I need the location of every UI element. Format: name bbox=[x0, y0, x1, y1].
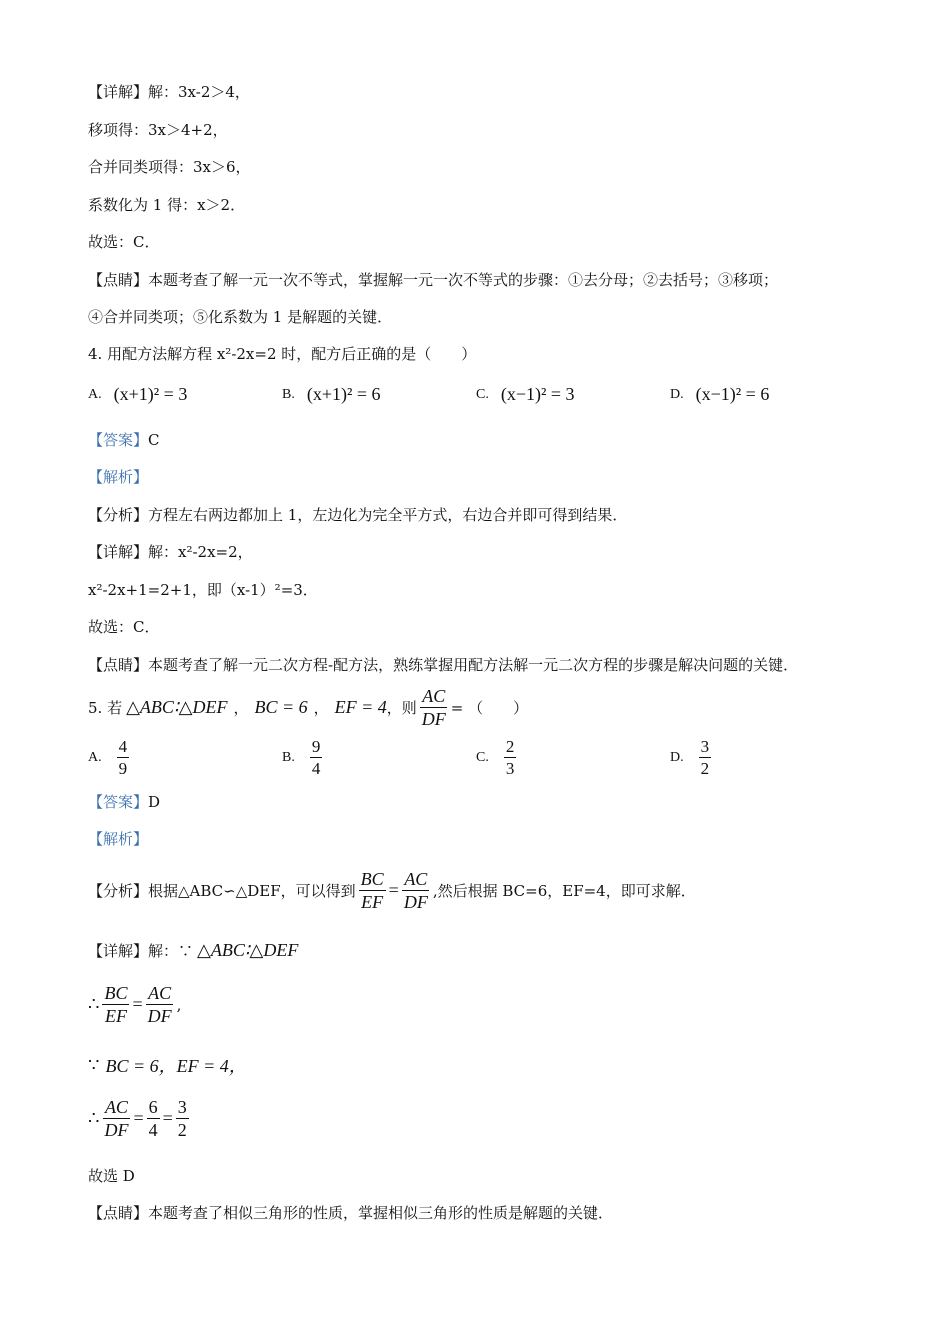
q5-answer-tag: 【答案】 bbox=[88, 793, 149, 811]
q4-detail-line bbox=[88, 542, 253, 562]
q4-option-label: D. bbox=[670, 386, 684, 402]
fraction-denominator: DF bbox=[104, 1120, 129, 1140]
q3-choice: 故选：C． bbox=[88, 233, 160, 251]
fraction-denominator: 2 bbox=[177, 1120, 187, 1140]
fraction-numerator: AC bbox=[104, 1097, 128, 1117]
q4-analysis-tag: 【解析】 bbox=[88, 468, 149, 486]
q5-option-label: A. bbox=[88, 749, 102, 765]
q5-remark-line bbox=[88, 1203, 613, 1223]
q4-choice: 故选：C． bbox=[88, 618, 160, 636]
q5-because-expr: BC = 6，EF = 4， bbox=[105, 1056, 247, 1076]
fraction-numerator: AC bbox=[422, 686, 446, 706]
q3-remark-line2: ④合并同类项；⑤化系数为 1 是解题的关键． bbox=[88, 308, 393, 326]
q5-analysis-tag: 【解析】 bbox=[88, 830, 149, 848]
fraction-ac-df bbox=[102, 1096, 130, 1141]
q3-detail-text: 解：3x-2＞4， bbox=[148, 83, 250, 101]
therefore-symbol: ∴ bbox=[88, 1108, 100, 1128]
q4-analysis-line bbox=[88, 505, 627, 525]
q5-option-a bbox=[88, 736, 132, 779]
q3-detail-tag: 【详解】 bbox=[88, 83, 149, 101]
fraction-denominator: 4 bbox=[311, 759, 321, 778]
fraction-numerator: 3 bbox=[177, 1097, 187, 1117]
fraction-denominator: DF bbox=[421, 709, 446, 729]
q3-step2: 合并同类项得：3x＞6， bbox=[88, 158, 251, 176]
fraction-denominator: 2 bbox=[700, 759, 710, 778]
fraction-denominator: 4 bbox=[148, 1120, 158, 1140]
fraction-denominator: EF bbox=[104, 1006, 127, 1026]
q5-therefore-line-1: ∴ $\frac{BC}{EF}$ = $\frac{AC}{DF}$ , bbox=[88, 983, 182, 1026]
q5-option-b bbox=[282, 736, 325, 779]
q4-option-d bbox=[670, 384, 769, 405]
q4-option-label: A. bbox=[88, 386, 102, 402]
fraction-numerator: 6 bbox=[148, 1097, 158, 1117]
because-symbol: ∵ bbox=[88, 1054, 100, 1075]
q4-analysis-head: 【分析】 bbox=[88, 506, 149, 524]
fraction-numerator: AC bbox=[148, 983, 172, 1003]
fraction-numerator: 2 bbox=[505, 737, 515, 756]
q4-option-label: B. bbox=[282, 386, 295, 402]
q3-remark-line1 bbox=[88, 270, 778, 290]
q5-detail-sim: △ABC∶△DEF bbox=[197, 940, 299, 960]
q4-detail-tag: 【详解】 bbox=[88, 543, 149, 561]
fraction-numerator: 9 bbox=[311, 737, 321, 756]
q3-remark-text: 本题考查了解一元一次不等式，掌握解一元一次不等式的步骤：①去分母；②去括号；③移项； bbox=[148, 271, 779, 289]
q5-analysis-fraction-ac-df bbox=[402, 868, 430, 913]
q5-detail-line bbox=[88, 940, 298, 961]
q4-detail2: x²-2x+1=2+1，即（x-1）²=3． bbox=[88, 581, 318, 599]
q5-stem-fraction bbox=[420, 685, 448, 730]
q4-option-expr: (x+1)² = 3 bbox=[113, 384, 188, 404]
fraction-denominator: EF bbox=[361, 892, 384, 912]
q5-option-fraction bbox=[117, 736, 130, 779]
q3-detail-line bbox=[88, 82, 250, 102]
q4-answer-line bbox=[88, 430, 160, 450]
q5-stem-sim: △ABC∶△DEF bbox=[126, 697, 228, 717]
q3-remark-tag: 【点睛】 bbox=[88, 271, 149, 289]
fraction-3-2 bbox=[176, 1096, 189, 1141]
q5-detail-tag: 【详解】 bbox=[88, 942, 149, 960]
q5-stem-prefix: 5. 若 bbox=[88, 699, 123, 717]
fraction-ac-df bbox=[146, 982, 174, 1027]
q5-remark-text: 本题考查了相似三角形的性质，掌握相似三角形的性质是解题的关键． bbox=[148, 1204, 614, 1222]
q4-option-label: C. bbox=[476, 386, 489, 402]
fraction-numerator: AC bbox=[404, 869, 428, 889]
q4-remark-tag: 【点睛】 bbox=[88, 656, 149, 674]
q5-choice: 故选 D bbox=[88, 1167, 135, 1185]
q4-option-expr: (x−1)² = 3 bbox=[500, 384, 575, 404]
q3-step3: 系数化为 1 得：x＞2． bbox=[88, 196, 246, 214]
fraction-numerator: 3 bbox=[700, 737, 710, 756]
q5-remark-tag: 【点睛】 bbox=[88, 1204, 149, 1222]
q4-option-c bbox=[476, 384, 575, 405]
q4-stem: 4. 用配方法解方程 x²-2x=2 时，配方后正确的是（ ） bbox=[88, 345, 477, 363]
q4-answer: C bbox=[148, 431, 160, 449]
fraction-denominator: DF bbox=[403, 892, 428, 912]
q5-option-d bbox=[670, 736, 714, 779]
fraction-bc-ef bbox=[102, 982, 129, 1027]
q4-analysis-text: 方程左右两边都加上 1，左边化为完全平方式，右边合并即可得到结果． bbox=[148, 506, 628, 524]
q5-analysis-pre: 根据△ABC∽△DEF，可以得到 bbox=[148, 882, 356, 900]
q5-analysis-post: ,然后根据 BC=6，EF=4，即可求解． bbox=[432, 882, 696, 900]
q4-answer-tag: 【答案】 bbox=[88, 431, 149, 449]
q5-option-fraction bbox=[699, 736, 712, 779]
fraction-numerator: 4 bbox=[118, 737, 128, 756]
q5-because-line bbox=[88, 1052, 247, 1078]
q5-option-label: B. bbox=[282, 749, 295, 765]
q4-option-a bbox=[88, 384, 187, 405]
q4-remark-line bbox=[88, 655, 798, 675]
q4-option-expr: (x+1)² = 6 bbox=[306, 384, 381, 404]
q5-option-label: D. bbox=[670, 749, 684, 765]
q4-remark-text: 本题考查了解一元二次方程-配方法，熟练掌握用配方法解一元二次方程的步骤是解决问题的关键． bbox=[148, 656, 799, 674]
q5-stem-bc: BC = 6 bbox=[254, 697, 308, 717]
q5-stem: 5. 若 △ABC∶△DEF ， BC = 6 ， EF = 4 ，则 $\frac{AC}{DF}$ = （ ） bbox=[88, 686, 529, 729]
q5-analysis-fraction-bc-ef bbox=[359, 868, 386, 913]
q5-stem-end: = （ ） bbox=[450, 699, 529, 717]
fraction-denominator: 3 bbox=[505, 759, 515, 778]
q4-detail-text: 解：x²-2x=2， bbox=[148, 543, 253, 561]
q5-analysis-head: 【分析】 bbox=[88, 882, 149, 900]
fraction-numerator: BC bbox=[104, 983, 128, 1003]
q5-option-fraction bbox=[310, 736, 323, 779]
fraction-denominator: 9 bbox=[118, 759, 128, 778]
q5-option-fraction bbox=[504, 736, 517, 779]
q5-answer: D bbox=[148, 793, 161, 811]
therefore-symbol: ∴ bbox=[88, 994, 100, 1014]
q5-answer-line bbox=[88, 792, 160, 812]
q5-detail-pre: 解：∵ bbox=[148, 942, 194, 960]
q5-analysis-line: 【分析】 根据△ABC∽△DEF，可以得到 $\frac{BC}{EF}$ = $\frac{AC}{DF}$ ,然后根据 BC=6，EF=4，即可求解． bbox=[88, 869, 696, 912]
q5-stem-ef: EF = 4 bbox=[334, 697, 387, 717]
q5-therefore-line-2: ∴ $\frac{AC}{DF}$ = $\frac{6}{4}$ = $\frac{3}{2}$ bbox=[88, 1097, 187, 1140]
q5-option-label: C. bbox=[476, 749, 489, 765]
q3-step1: 移项得：3x＞4+2， bbox=[88, 121, 228, 139]
q5-stem-then: ，则 bbox=[386, 699, 417, 717]
q5-option-c bbox=[476, 736, 519, 779]
q4-option-expr: (x−1)² = 6 bbox=[695, 384, 770, 404]
fraction-denominator: DF bbox=[147, 1006, 172, 1026]
q4-option-b bbox=[282, 384, 381, 405]
fraction-6-4 bbox=[147, 1096, 160, 1141]
fraction-numerator: BC bbox=[360, 869, 384, 889]
